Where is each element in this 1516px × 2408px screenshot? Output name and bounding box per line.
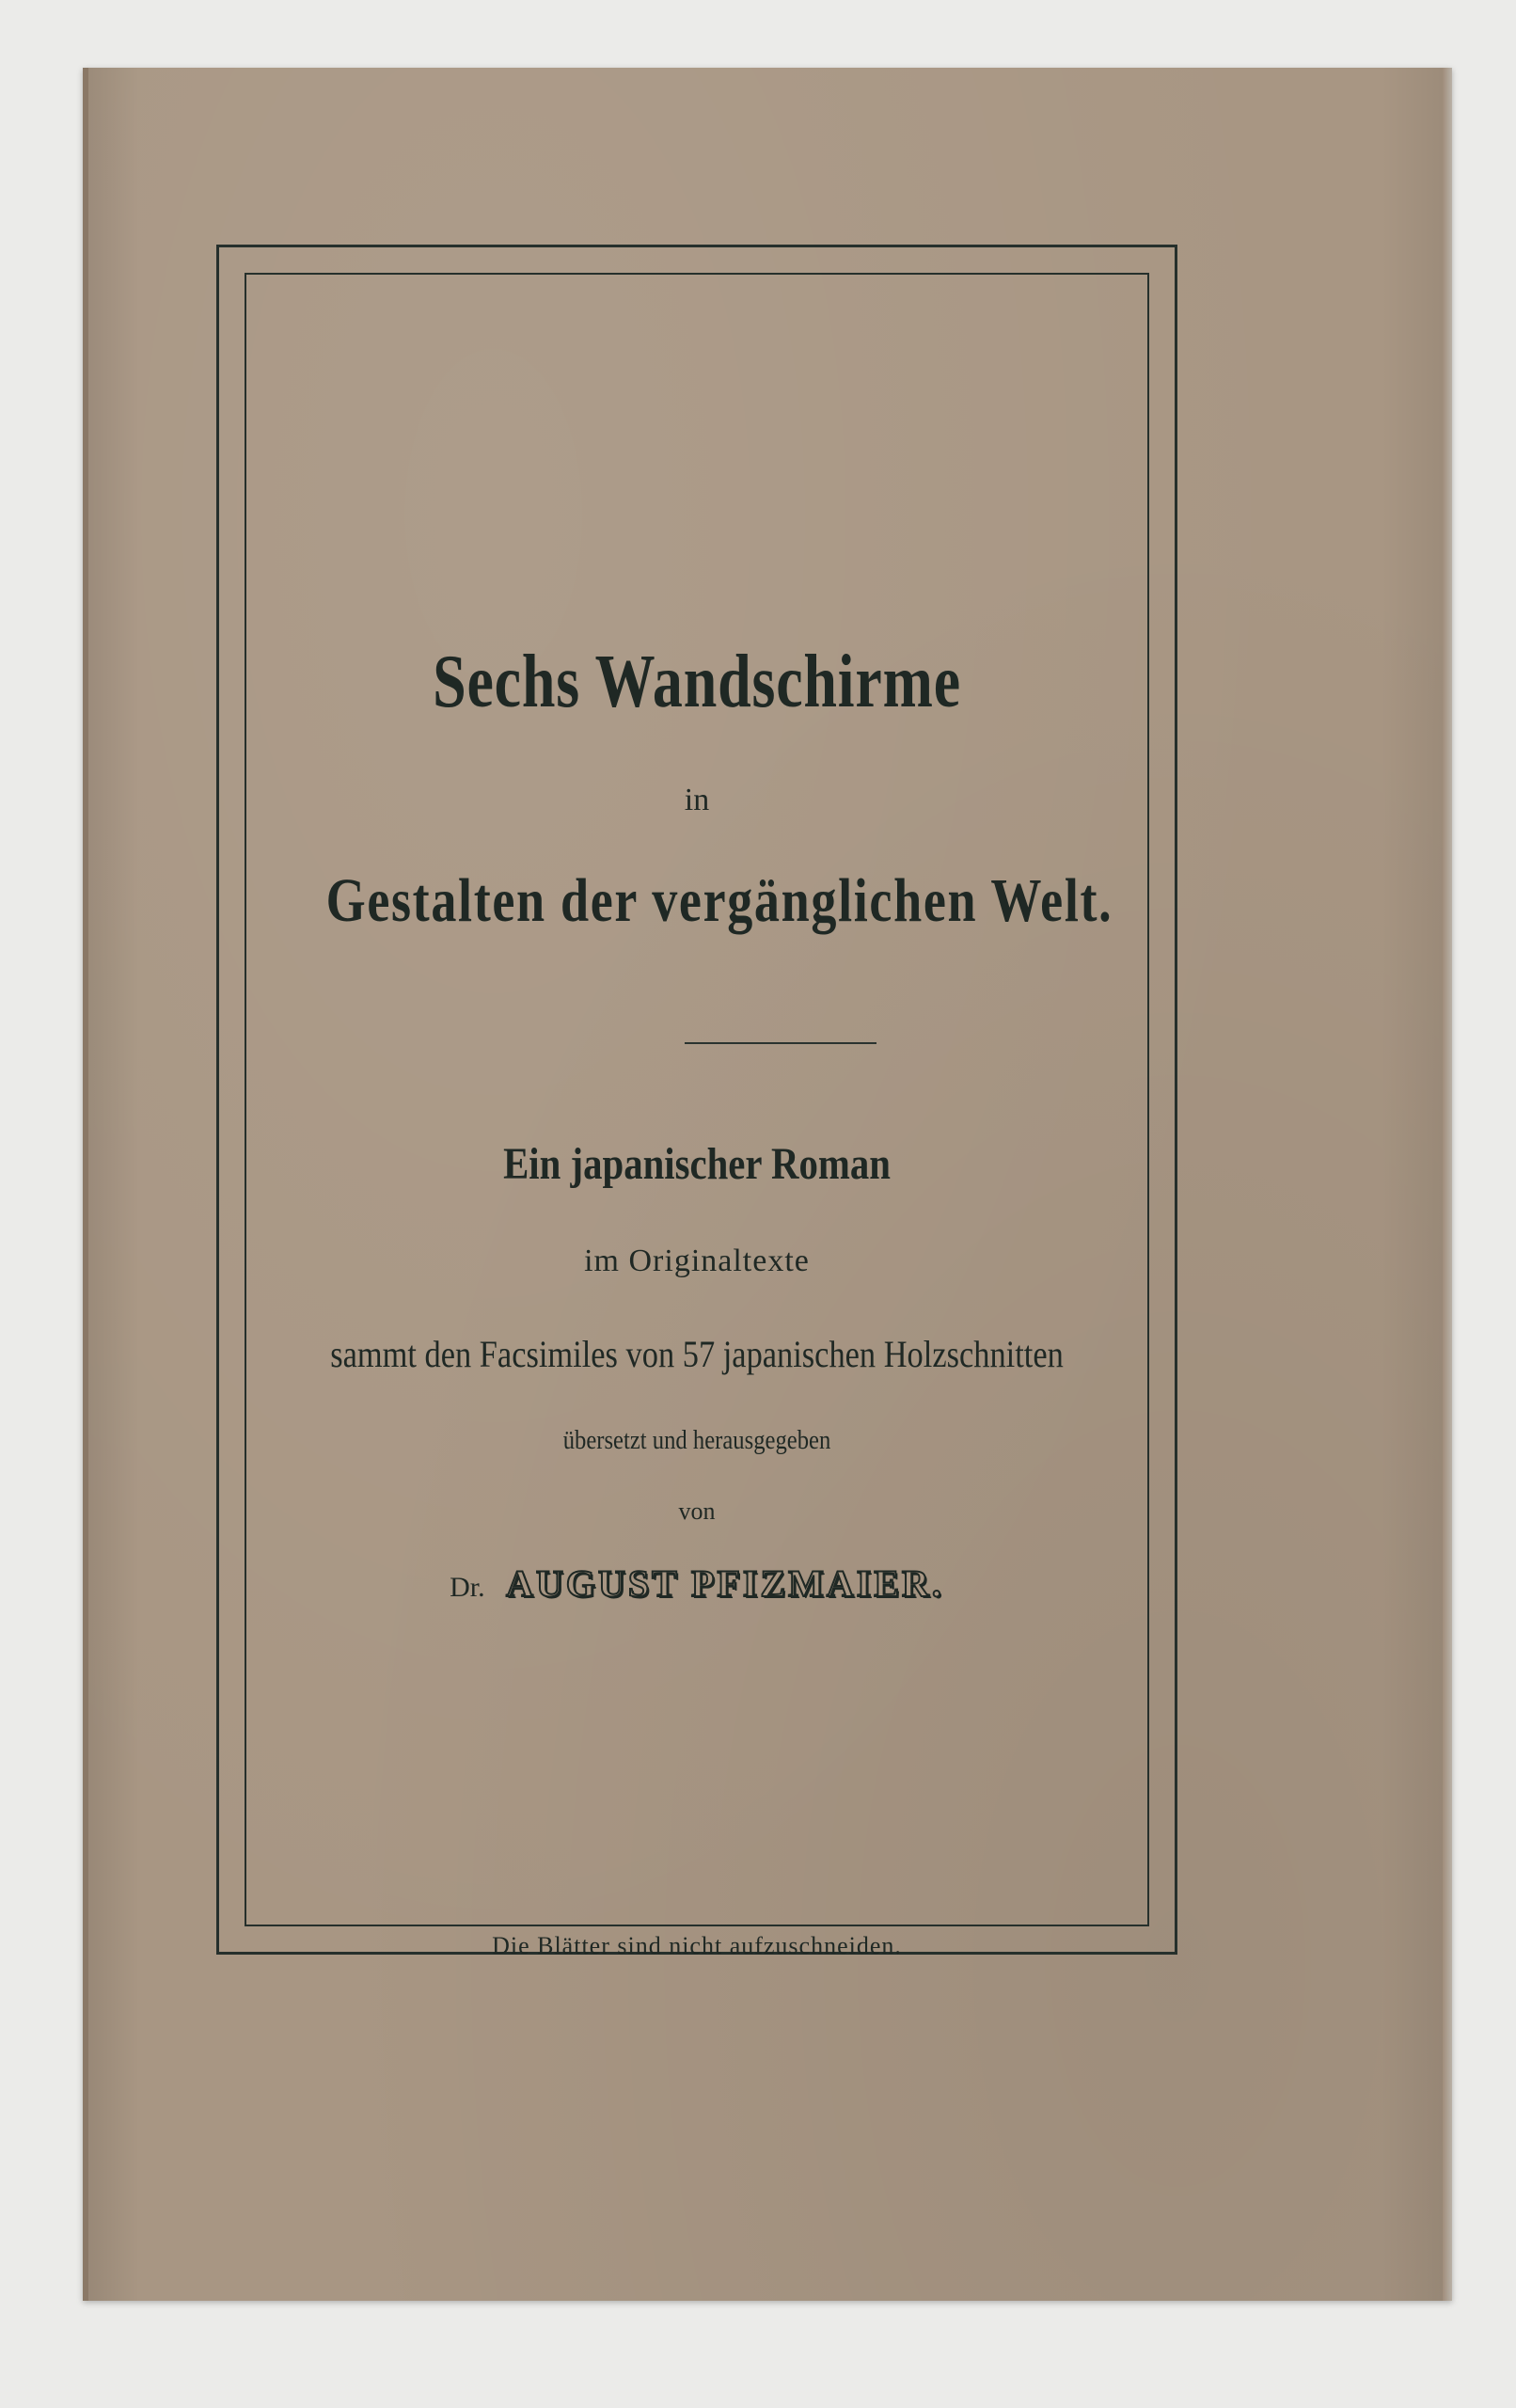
author-line	[245, 1561, 1149, 1606]
translated-edited-line: übersetzt und herausgegeben	[562, 1426, 831, 1455]
page-edge	[1443, 68, 1452, 2301]
spine-edge	[83, 68, 88, 2301]
cover-title: Sechs Wandschirme	[433, 641, 961, 723]
author-name: AUGUST PFIZMAIER.	[506, 1562, 944, 1605]
original-text-line: im Originaltexte	[584, 1244, 810, 1278]
cover-connector: in	[684, 783, 710, 817]
divider-rule	[685, 1042, 876, 1044]
by-line: von	[678, 1497, 716, 1525]
genre-line: Ein japanischer Roman	[503, 1139, 891, 1189]
cutting-note: Die Blätter sind nicht aufzuschneiden.	[492, 1932, 902, 1959]
inner-border-frame	[245, 273, 1149, 1926]
facsimiles-line: sammt den Facsimiles von 57 japanischen Holzschnitten	[330, 1333, 1064, 1375]
cover-subtitle: Gestalten der vergänglichen Welt.	[325, 866, 1113, 935]
author-prefix: Dr.	[450, 1572, 485, 1603]
